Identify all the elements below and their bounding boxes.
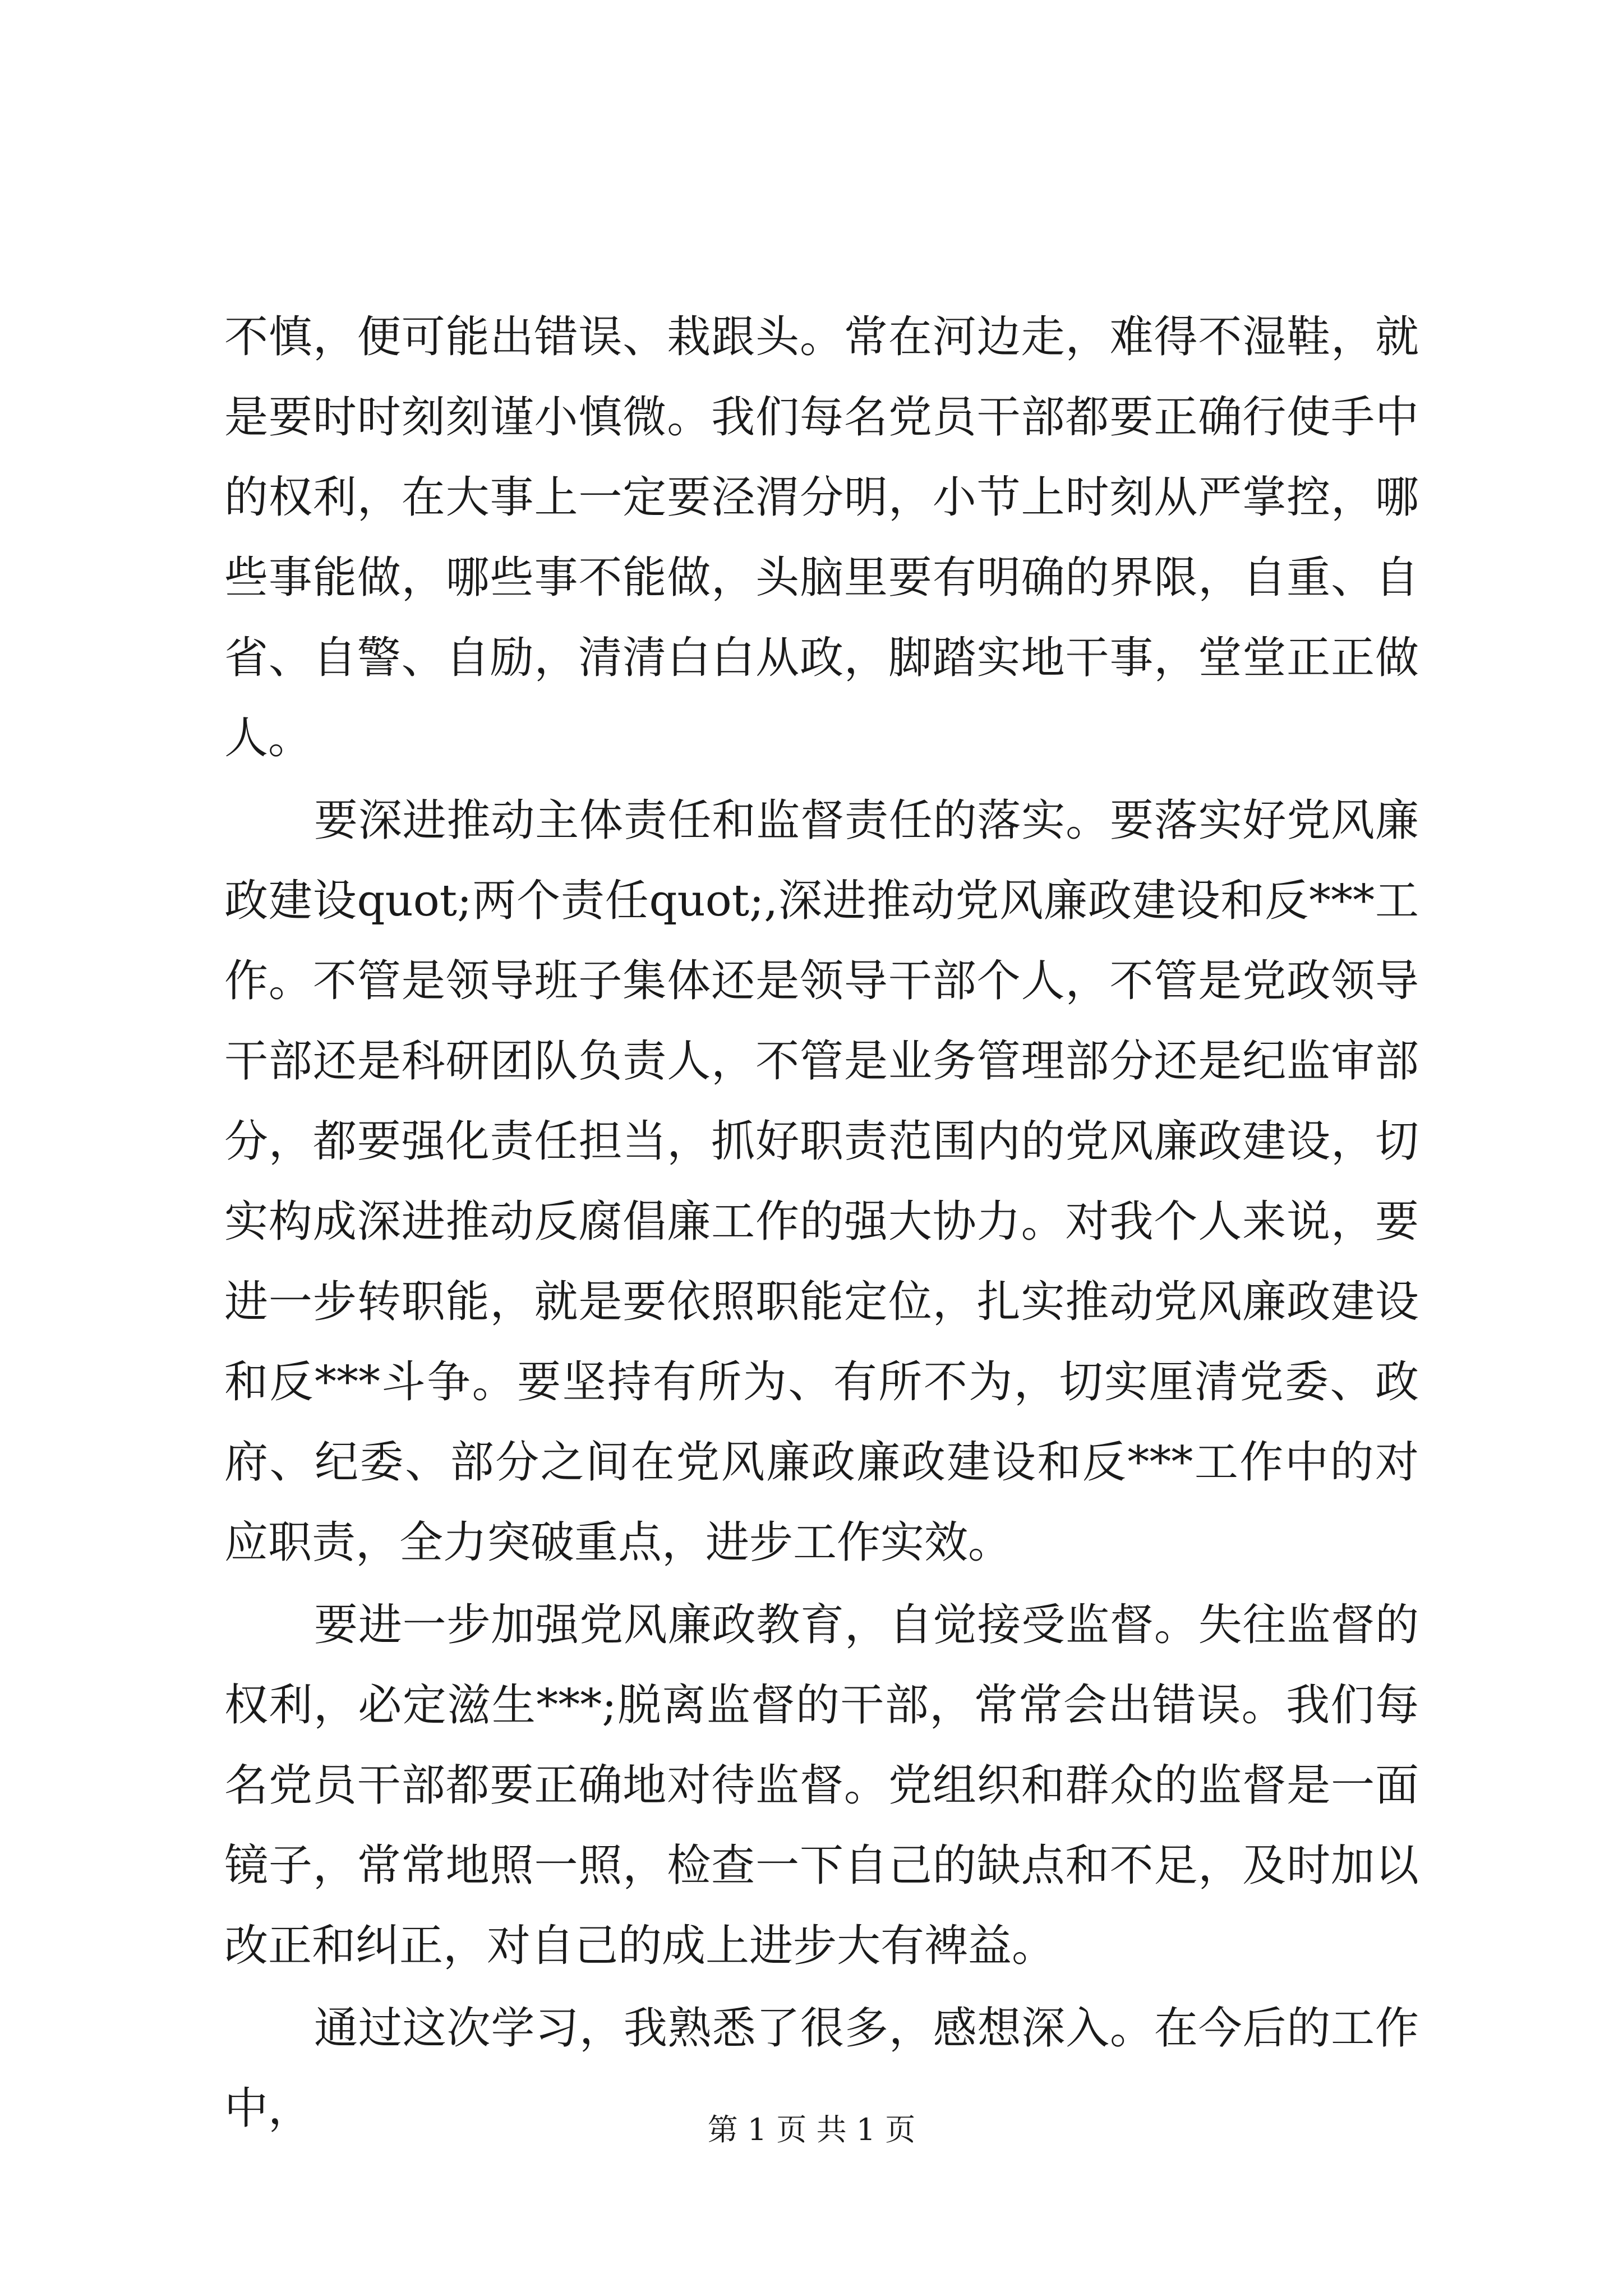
paragraph-4: 通过这次学习，我熟悉了很多，感想深入。在今后的工作中，	[224, 2003, 1419, 2134]
page-number-label: 第 1 页 共 1 页	[707, 2112, 916, 2147]
paragraph-1: 不慎，便可能出错误、栽跟头。常在河边走，难得不湿鞋，就是要时时刻刻谨小慎微。我们每名党员干部都要正确行使手中的权利，在大事上一定要泾渭分明，小节上时刻从严掌控，哪些事能做，哪些事不能做，头脑里要有明确的界限，自重、自省、自警、自励，清清白白从政，脚踏实地干事，堂堂正正做人。	[224, 312, 1419, 763]
document-body	[224, 297, 1419, 2151]
paragraph-3: 要进一步加强党风廉政教育，自觉接受监督。失往监督的权利，必定滋生***;脱离监督的干部，常常会出错误。我们每名党员干部都要正确地对待监督。党组织和群众的监督是一面镜子，常常地照一照，检查一下自己的缺点和不足，及时加以改正和纠正，对自己的成上进步大有裨益。	[224, 1600, 1419, 1971]
page-footer	[0, 2110, 1623, 2150]
paragraph-2: 要深进推动主体责任和监督责任的落实。要落实好党风廉政建设quot;两个责任quot;,深进推动党风廉政建设和反***工作。不管是领导班子集体还是领导干部个人，不管是党政领导干部还是科研团队负责人，不管是业务管理部分还是纪监审部分，都要强化责任担当，抓好职责范围内的党风廉政建设，切实构成深进推动反腐倡廉工作的强大协力。对我个人来说，要进一步转职能，就是要依照职能定位，扎实推动党风廉政建设和反***斗争。要坚持有所为、有所不为，切实厘清党委、政府、纪委、部分之间在党风廉政廉政建设和反***工作中的对应职责，全力突破重点，进步工作实效。	[224, 795, 1419, 1568]
